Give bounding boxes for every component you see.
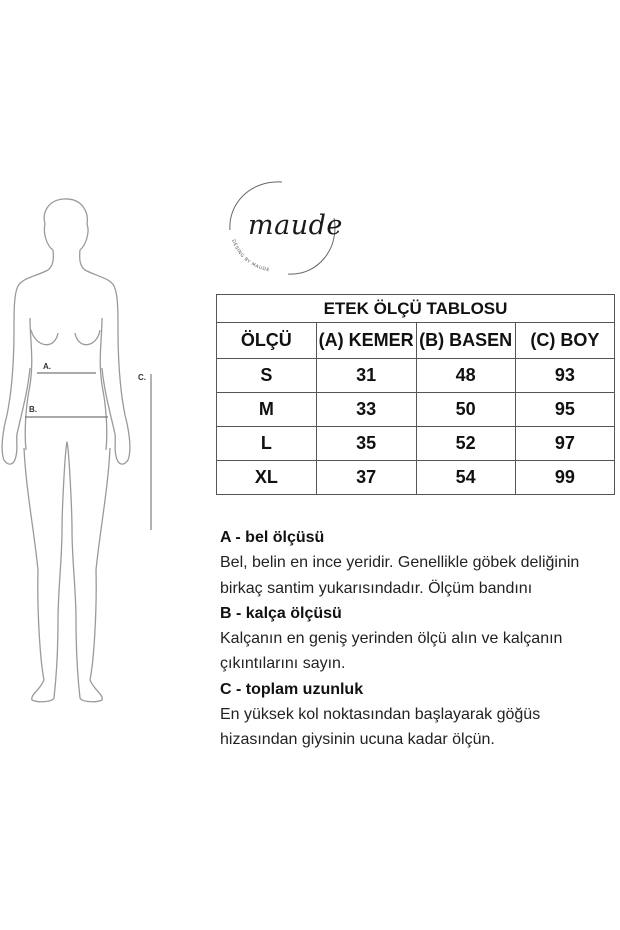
header-waist: (A) KEMER bbox=[316, 323, 416, 359]
table-row bbox=[217, 461, 615, 495]
note-line: Bel, belin en ince yeridir. Genellikle göbek deliğinin bbox=[220, 554, 580, 572]
waist-cell: 35 bbox=[316, 427, 416, 461]
measurement-notes bbox=[220, 525, 615, 753]
svg-text:DESING BY MAUDE bbox=[230, 239, 270, 274]
length-cell: 93 bbox=[515, 359, 614, 393]
label-c: C. bbox=[138, 373, 146, 382]
note-heading-waist: A - bel ölçüsü bbox=[220, 529, 325, 546]
header-hip: (B) BASEN bbox=[416, 323, 515, 359]
length-cell: 97 bbox=[515, 427, 614, 461]
table-row bbox=[217, 393, 615, 427]
size-cell: M bbox=[217, 393, 317, 427]
header-size: ÖLÇÜ bbox=[217, 323, 317, 359]
table-title: ETEK ÖLÇÜ TABLOSU bbox=[217, 295, 615, 323]
body-figure-illustration bbox=[0, 190, 170, 710]
label-b: B. bbox=[29, 405, 37, 414]
table-row bbox=[217, 427, 615, 461]
length-cell: 95 bbox=[515, 393, 614, 427]
hip-cell: 54 bbox=[416, 461, 515, 495]
logo-tagline: DESING BY MAUDE bbox=[230, 239, 271, 274]
waist-cell: 37 bbox=[316, 461, 416, 495]
note-line: birkaç santim yukarısındadır. Ölçüm bandını bbox=[220, 579, 533, 597]
note-line: Kalçanın en geniş yerinden ölçü alın ve kalçanın bbox=[220, 630, 563, 648]
hip-cell: 48 bbox=[416, 359, 515, 393]
size-cell: XL bbox=[217, 461, 317, 495]
note-line: hizasından giysinin ucuna kadar ölçün. bbox=[220, 731, 495, 749]
note-line: çıkıntılarını sayın. bbox=[220, 655, 346, 673]
size-cell: L bbox=[217, 427, 317, 461]
note-heading-hip: B - kalça ölçüsü bbox=[220, 604, 342, 622]
waist-cell: 33 bbox=[316, 393, 416, 427]
note-line: En yüksek kol noktasından başlayarak göğüs bbox=[220, 706, 541, 724]
logo-wordmark: maude bbox=[248, 210, 343, 241]
size-chart-table bbox=[216, 294, 615, 495]
header-length: (C) BOY bbox=[515, 323, 614, 359]
hip-cell: 50 bbox=[416, 393, 515, 427]
size-cell: S bbox=[217, 359, 317, 393]
hip-cell: 52 bbox=[416, 427, 515, 461]
note-heading-length: C - toplam uzunluk bbox=[220, 680, 364, 698]
waist-cell: 31 bbox=[316, 359, 416, 393]
length-cell: 99 bbox=[515, 461, 614, 495]
table-row bbox=[217, 359, 615, 393]
label-a: A. bbox=[43, 362, 51, 371]
